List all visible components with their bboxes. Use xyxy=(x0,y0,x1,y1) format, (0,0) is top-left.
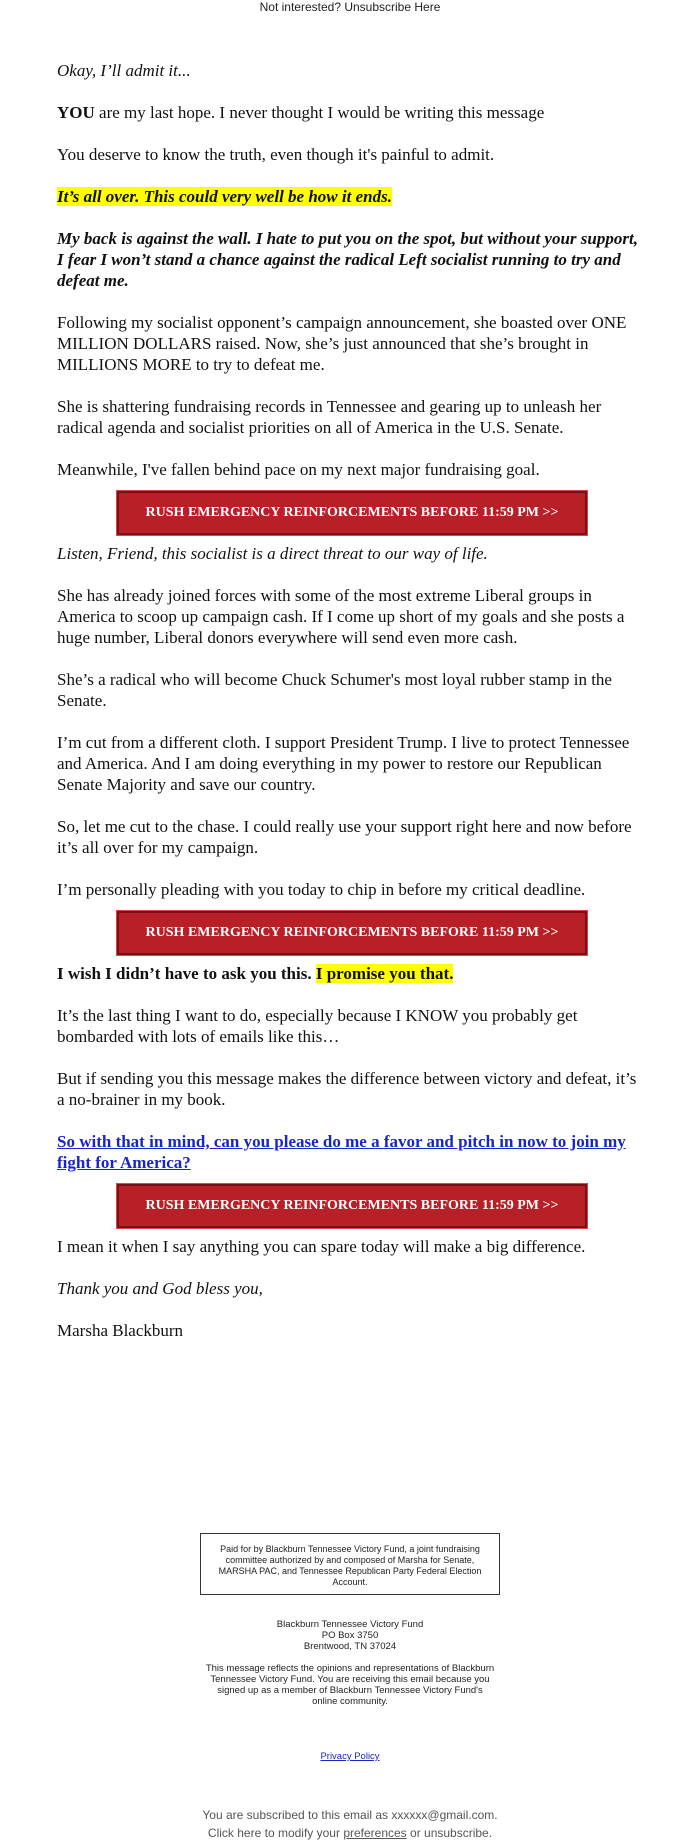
preferences-link[interactable]: preferences xyxy=(343,1826,407,1840)
message-note xyxy=(205,1663,495,1707)
message-note-text: This message reflects the opinions and representations of Blackburn Tennessee Victory Fund. You are receiving this email because you signed up as a member of Blackburn Tennessee Victory Fund's online community. xyxy=(205,1663,495,1707)
paragraph: My back is against the wall. I hate to put you on the spot, but without your support, I fear I won’t stand a chance against the radical Left socialist running to try and defeat me. xyxy=(57,229,638,290)
top-bar xyxy=(0,0,700,14)
paragraph: But if sending you this message makes the difference between victory and defeat, it’s a no-brainer in my book. xyxy=(57,1069,637,1109)
modify-line xyxy=(0,1824,700,1842)
paragraph: She’s a radical who will become Chuck Schumer's most loyal rubber stamp in the Senate. xyxy=(57,670,612,710)
paragraph xyxy=(57,963,647,984)
address-line: Blackburn Tennessee Victory Fund xyxy=(276,1619,424,1630)
donate-button[interactable]: RUSH EMERGENCY REINFORCEMENTS BEFORE 11:59 PM >> xyxy=(117,491,587,535)
emphasis-you: YOU xyxy=(57,103,95,122)
cta-container xyxy=(57,491,647,535)
privacy-row xyxy=(0,1751,700,1762)
highlighted-text: It’s all over. This could very well be how it ends. xyxy=(57,187,392,206)
donate-button[interactable]: RUSH EMERGENCY REINFORCEMENTS BEFORE 11:59 PM >> xyxy=(117,1184,587,1228)
subscribed-suffix: . xyxy=(494,1808,498,1822)
disclaimer-text: Paid for by Blackburn Tennessee Victory Fund, a joint fundraising committee authorized by and composed of Marsha for Senate, MARSHA PAC, and Tennessee Republican Party Federal Election Account. xyxy=(218,1544,482,1587)
paragraph: It’s the last thing I want to do, especially because I KNOW you probably get bombarded with lots of emails like this… xyxy=(57,1006,578,1046)
unsubscribe-link[interactable]: Not interested? Unsubscribe Here xyxy=(259,0,441,14)
signature: Marsha Blackburn xyxy=(57,1321,184,1340)
bold-text: I wish I didn’t have to ask you this. xyxy=(57,964,316,983)
modify-suffix: or unsubscribe. xyxy=(406,1826,493,1840)
intro-paragraph: Okay, I’ll admit it... xyxy=(57,61,191,80)
closing-line: Thank you and God bless you, xyxy=(57,1279,263,1298)
subscriber-email: xxxxxx@gmail.com xyxy=(391,1808,495,1822)
donate-link[interactable]: So with that in mind, can you please do me a favor and pitch in now to join my fight for America? xyxy=(57,1132,626,1172)
privacy-policy-link[interactable]: Privacy Policy xyxy=(320,1751,380,1762)
paragraph xyxy=(57,1131,647,1173)
paragraph: I’m personally pleading with you today to chip in before my critical deadline. xyxy=(57,880,586,899)
paragraph: She is shattering fundraising records in Tennessee and gearing up to unleash her radical agenda and socialist priorities on all of America in the U.S. Senate. xyxy=(57,397,602,437)
subscription-info xyxy=(0,1806,700,1842)
paragraph: She has already joined forces with some of the most extreme Liberal groups in America to scoop up campaign cash. If I come up short of my goals and she posts a huge number, Liberal donors everywhere will send even more cash. xyxy=(57,586,625,647)
highlighted-paragraph xyxy=(57,186,647,207)
cta-container xyxy=(57,911,647,955)
paragraph: So, let me cut to the chase. I could really use your support right here and now before it’s all over for my campaign. xyxy=(57,817,632,857)
donate-button[interactable]: RUSH EMERGENCY REINFORCEMENTS BEFORE 11:59 PM >> xyxy=(117,911,587,955)
mailing-address xyxy=(0,1619,700,1652)
paragraph: Meanwhile, I've fallen behind pace on my next major fundraising goal. xyxy=(57,460,540,479)
address-line: Brentwood, TN 37024 xyxy=(303,1641,397,1652)
paragraph xyxy=(57,102,647,123)
paragraph: I mean it when I say anything you can spare today will make a big difference. xyxy=(57,1237,586,1256)
cta-container xyxy=(57,1184,647,1228)
paragraph: Listen, Friend, this socialist is a direct threat to our way of life. xyxy=(57,544,488,563)
paragraph: Following my socialist opponent’s campaign announcement, she boasted over ONE MILLION DOLLARS raised. Now, she’s just announced that she’s brought in MILLIONS MORE to try to defeat me. xyxy=(57,313,627,374)
modify-prefix: Click here to modify your xyxy=(207,1826,344,1840)
subscribed-prefix: You are subscribed to this email as xyxy=(202,1808,392,1822)
address-line: PO Box 3750 xyxy=(321,1630,379,1641)
paid-for-disclaimer xyxy=(200,1533,500,1595)
paragraph: You deserve to know the truth, even though it's painful to admit. xyxy=(57,145,495,164)
paragraph-text: are my last hope. I never thought I would be writing this message xyxy=(94,103,545,122)
paragraph: I’m cut from a different cloth. I support President Trump. I live to protect Tennessee and America. And I am doing everything in my power to restore our Republican Senate Majority and save our country. xyxy=(57,733,630,794)
email-body xyxy=(57,60,647,1362)
subscribed-line xyxy=(0,1806,700,1824)
highlighted-text: I promise you that. xyxy=(315,964,454,983)
